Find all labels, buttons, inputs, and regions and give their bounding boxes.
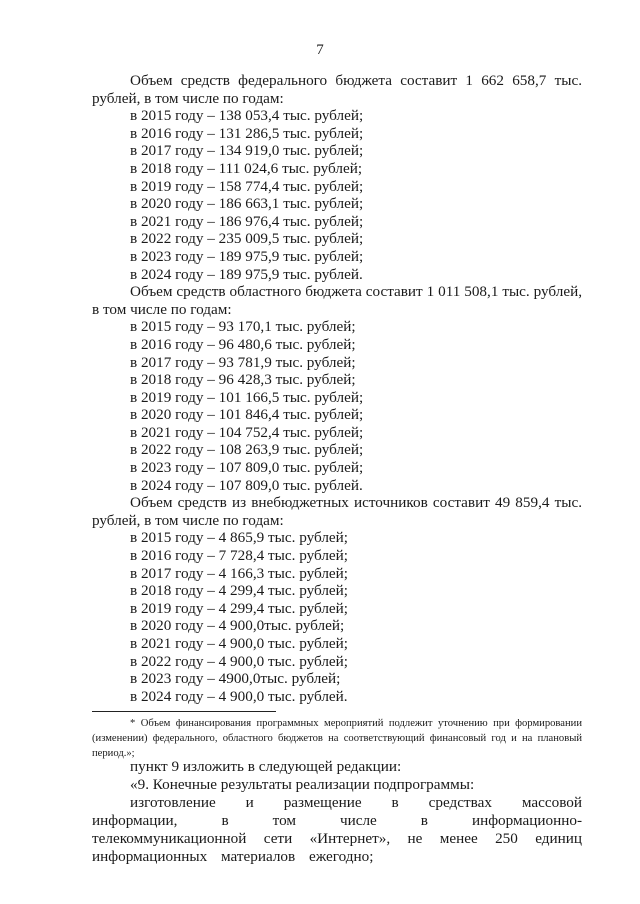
amendment-paragraph: изготовление и размещение в средствах массовой информации, в том числе в информационно-телекоммуникационной сети «Интернет», не менее 250 единиц информационных материалов ежегодно; xyxy=(92,794,582,865)
extrabudget-year-item: в 2021 году – 4 900,0 тыс. рублей; xyxy=(130,635,348,652)
federal-list xyxy=(92,107,582,283)
regional-year-item: в 2019 году – 101 166,5 тыс. рублей; xyxy=(130,388,364,406)
federal-year-item: в 2021 году – 186 976,4 тыс. рублей; xyxy=(130,212,364,230)
regional-year-item: в 2022 году – 108 263,9 тыс. рублей; xyxy=(130,441,364,459)
page-number: 7 xyxy=(316,42,324,58)
regional-year-item: в 2018 году – 96 428,3 тыс. рублей; xyxy=(130,371,356,389)
extrabudget-year-item: в 2019 году – 4 299,4 тыс. рублей; xyxy=(130,599,348,617)
federal-year-item: в 2015 году – 138 053,4 тыс. рублей; xyxy=(130,107,364,125)
regional-year-item: в 2021 году – 104 752,4 тыс. рублей; xyxy=(130,423,364,441)
extrabudget-year-item: в 2015 году – 4 865,9 тыс. рублей; xyxy=(130,529,348,547)
federal-year-item: в 2016 году – 131 286,5 тыс. рублей; xyxy=(130,124,364,142)
amendment-heading: «9. Конечные результаты реализации подпрограммы: xyxy=(130,776,475,793)
regional-year-item: в 2017 году – 93 781,9 тыс. рублей; xyxy=(130,353,356,371)
extrabudget-year-item: в 2020 году – 4 900,0тыс. рублей; xyxy=(130,617,345,635)
extrabudget-year-item: в 2018 году – 4 299,4 тыс. рублей; xyxy=(130,582,348,600)
funding-section xyxy=(92,72,582,705)
extrabudget-list xyxy=(92,529,582,705)
regional-intro: Объем средств областного бюджета составит 1 011 508,1 тыс. рублей, в том числе по годам: xyxy=(92,283,582,318)
federal-year-item: в 2020 году – 186 663,1 тыс. рублей; xyxy=(130,195,364,213)
extrabudget-year-item: в 2023 году – 4900,0тыс. рублей; xyxy=(130,670,341,688)
regional-year-item: в 2024 году – 107 809,0 тыс. рублей. xyxy=(130,476,363,494)
extrabudget-year-item: в 2017 году – 4 166,3 тыс. рублей; xyxy=(130,564,348,582)
extrabudget-year-item: в 2022 году – 4 900,0 тыс. рублей; xyxy=(130,652,348,670)
federal-year-item: в 2018 году – 111 024,6 тыс. рублей; xyxy=(130,159,363,177)
extrabudget-year-item: в 2024 году – 4 900,0 тыс. рублей. xyxy=(130,687,348,705)
regional-year-item: в 2016 году – 96 480,6 тыс. рублей; xyxy=(130,335,356,353)
regional-year-item: в 2020 году – 101 846,4 тыс. рублей; xyxy=(130,406,364,424)
amendment-line: пункт 9 изложить в следующей редакции: xyxy=(130,758,402,775)
federal-year-item: в 2022 году – 235 009,5 тыс. рублей; xyxy=(130,230,364,248)
regional-year-item: в 2015 году – 93 170,1 тыс. рублей; xyxy=(130,318,356,336)
federal-year-item: в 2017 году – 134 919,0 тыс. рублей; xyxy=(130,142,364,160)
regional-year-item: в 2023 году – 107 809,0 тыс. рублей; xyxy=(130,459,364,477)
extrabudget-year-item: в 2016 году – 7 728,4 тыс. рублей; xyxy=(130,547,348,565)
footnote-divider xyxy=(92,711,276,712)
extrabudget-intro: Объем средств из внебюджетных источников составит 49 859,4 тыс. рублей, в том числе по годам: xyxy=(92,494,582,529)
regional-list xyxy=(92,318,582,494)
amendment-section xyxy=(92,758,582,866)
federal-intro: Объем средств федерального бюджета составит 1 662 658,7 тыс. рублей, в том числе по годам: xyxy=(92,72,582,107)
federal-year-item: в 2023 году – 189 975,9 тыс. рублей; xyxy=(130,247,364,265)
footnote: * Объем финансирования программных мероприятий подлежит уточнению при формировании (изменении) федерального, областного бюджетов на соответствующий финансовый год и на плановый период.»; xyxy=(92,718,582,759)
federal-year-item: в 2019 году – 158 774,4 тыс. рублей; xyxy=(130,177,364,195)
federal-year-item: в 2024 году – 189 975,9 тыс. рублей. xyxy=(130,265,363,283)
